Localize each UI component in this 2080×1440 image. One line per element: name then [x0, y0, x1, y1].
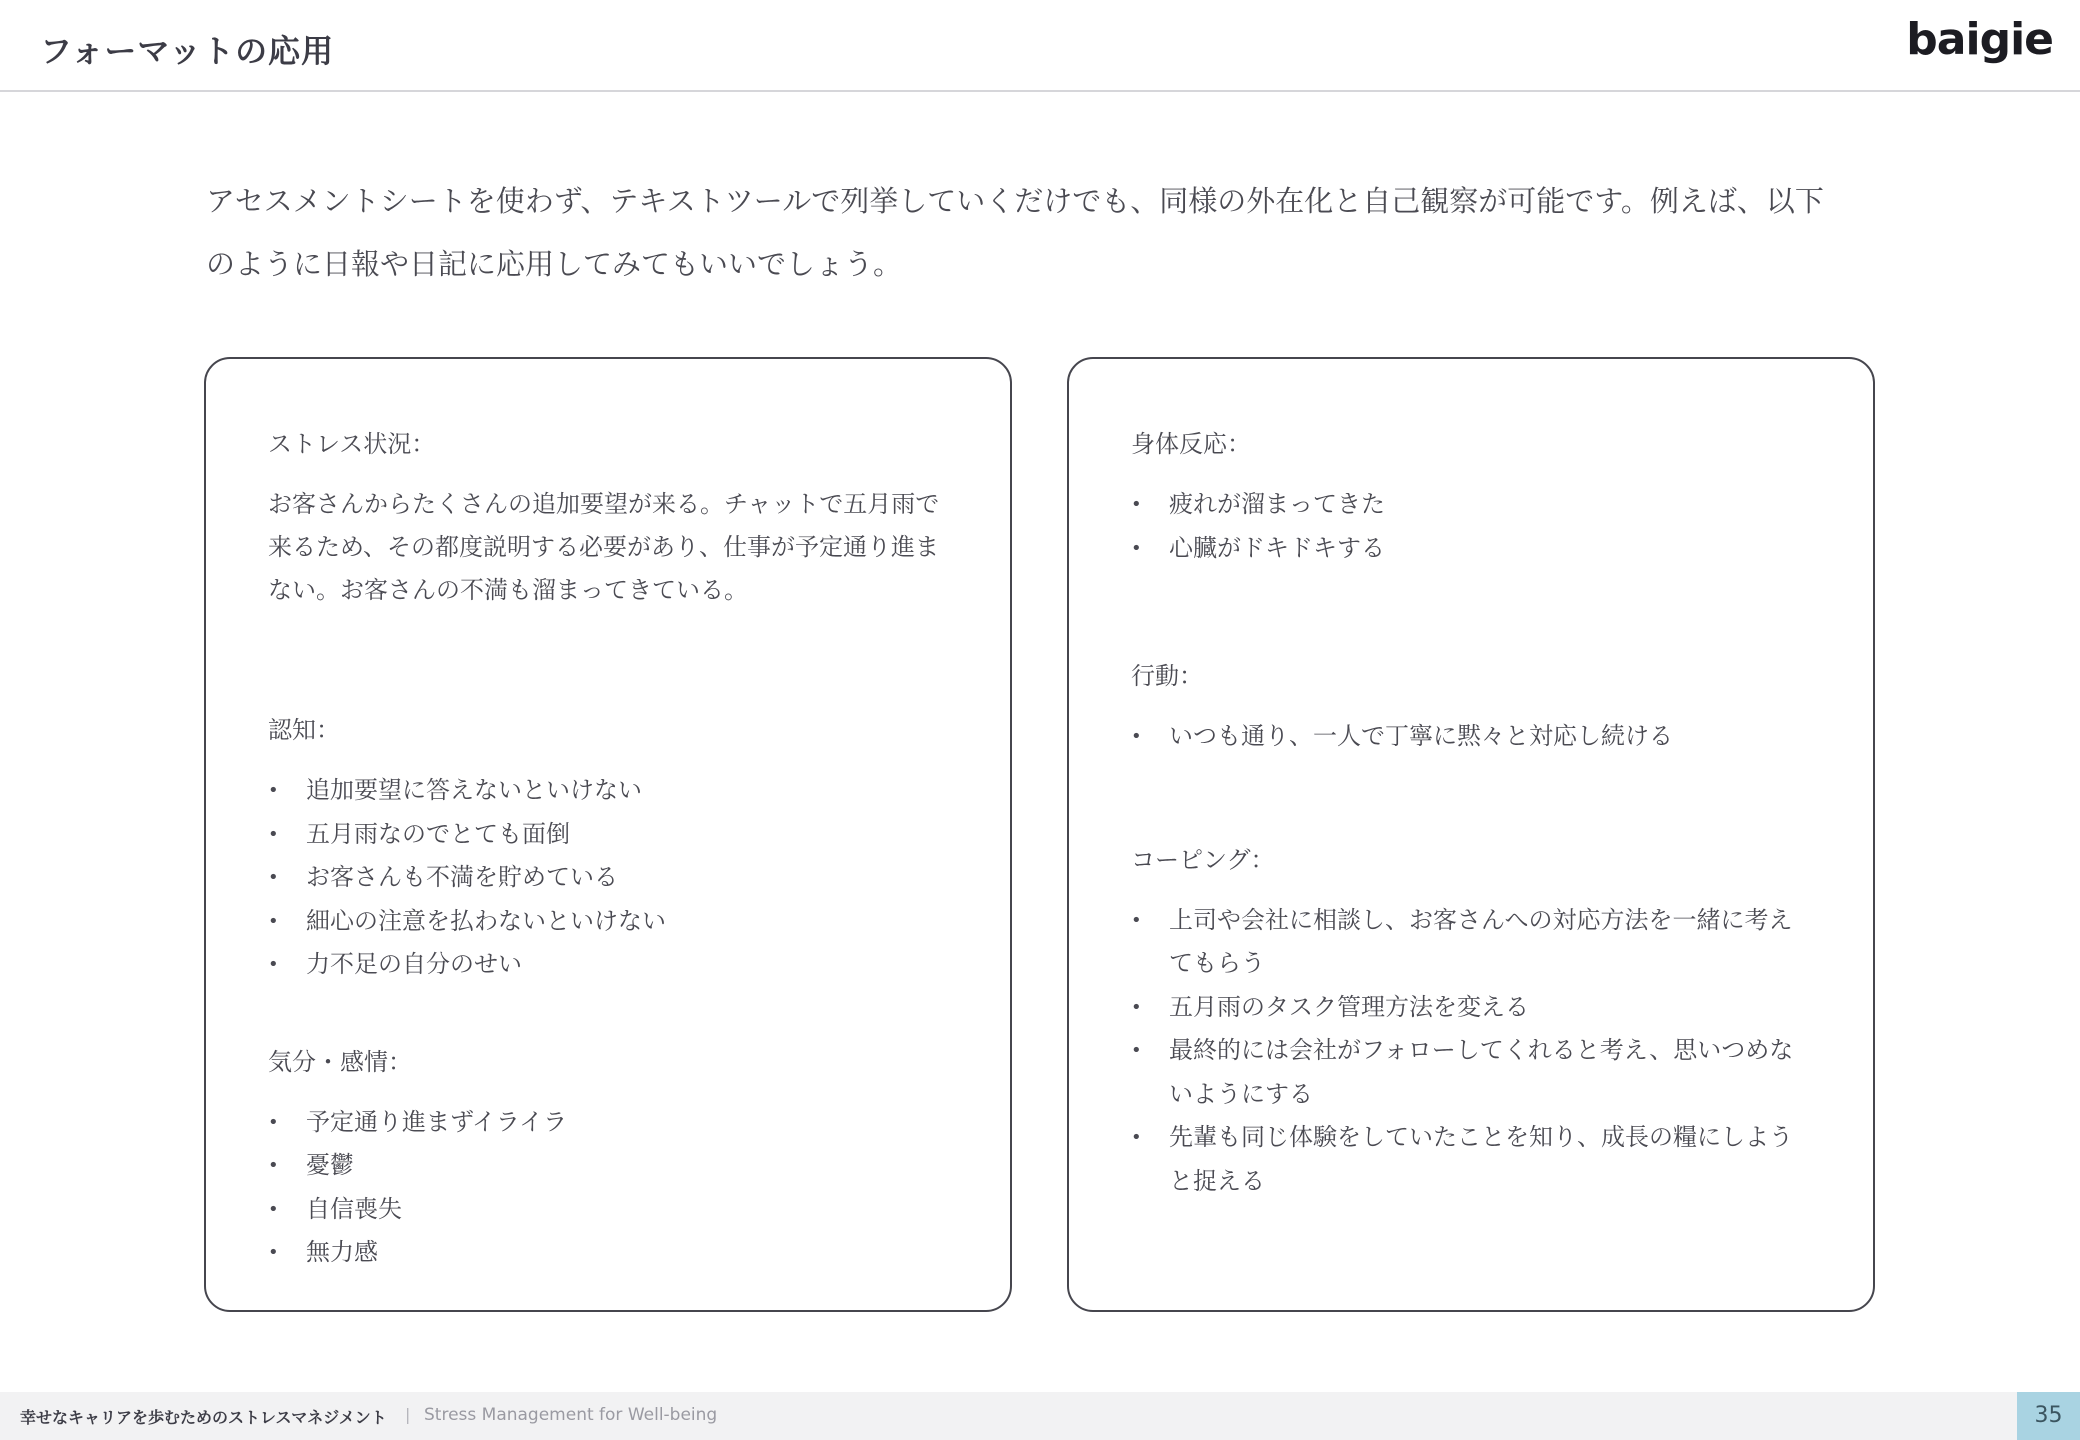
slide-footer	[0, 1392, 2080, 1440]
list-item-line: • 最終的には会社がフォローしてくれると考え、思いつめな	[1169, 1036, 1794, 1064]
list-item-line: • 五月雨のタスク管理方法を変える	[1169, 992, 1529, 1021]
list-item-line: • 先輩も同じ体験をしていたことを知り、成長の糧にしよう	[1169, 1123, 1793, 1151]
stress-line: ない。お客さんの不満も溜まってきている。	[268, 576, 748, 604]
list-item-line: と捉える	[1169, 1166, 1265, 1195]
list-item	[1131, 986, 1821, 1030]
behavior-title: 行動：	[1131, 662, 1203, 690]
list-item-line: いようにする	[1169, 1079, 1313, 1108]
list-item: • お客さんも不満を貯めている	[268, 856, 958, 900]
baigie-logo: baigie	[1906, 14, 2053, 65]
list-item: • 心臓がドキドキする	[1131, 527, 1821, 571]
right-card-content	[1131, 427, 1821, 1203]
stress-situation-text	[268, 483, 958, 612]
cognition-title: 認知：	[268, 716, 340, 744]
list-item: • 追加要望に答えないといけない	[268, 769, 958, 813]
intro-line: アセスメントシートを使わず、テキストツールで列挙していくだけでも、同様の外在化と自己観察が可能です。例えば、以下	[206, 184, 1824, 218]
footer-title-jp: 幸せなキャリアを歩むためのストレスマネジメント	[20, 1408, 387, 1427]
list-item: • いつも通り、一人で丁寧に黙々と対応し続ける	[1131, 715, 1821, 759]
mood-list	[268, 1101, 958, 1275]
intro-line: のように日報や日記に応用してみてもいいでしょう。	[206, 247, 903, 281]
stress-line: お客さんからたくさんの追加要望が来る。チャットで五月雨で	[268, 490, 940, 518]
left-card-content	[268, 427, 958, 1275]
list-item	[1131, 1116, 1821, 1203]
list-item-line: • 上司や会社に相談し、お客さんへの対応方法を一緒に考え	[1169, 905, 1793, 934]
list-item: • 五月雨なのでとても面倒	[268, 813, 958, 857]
left-card	[204, 357, 1012, 1312]
body-reaction-list	[1131, 483, 1821, 570]
page-number: 35	[2017, 1392, 2080, 1440]
coping-list	[1131, 899, 1821, 1204]
list-item: • 無力感	[268, 1231, 958, 1275]
cognition-list	[268, 769, 958, 987]
list-item	[1131, 1029, 1821, 1116]
stress-line: 来るため、その都度説明する必要があり、仕事が予定通り進ま	[268, 533, 940, 561]
page-title: フォーマットの応用	[40, 32, 335, 70]
right-card	[1067, 357, 1875, 1312]
stress-situation-title: ストレス状況：	[268, 430, 436, 458]
footer-title-en: Stress Management for Well-being	[424, 1405, 718, 1425]
coping-title: コーピング：	[1131, 845, 1275, 874]
slide-header	[0, 0, 2080, 92]
list-item-line: てもらう	[1169, 949, 1265, 977]
list-item: • 自信喪失	[268, 1188, 958, 1232]
footer-separator: |	[405, 1405, 411, 1424]
list-item: • 予定通り進まずイライラ	[268, 1101, 958, 1145]
list-item	[1131, 899, 1821, 986]
intro-paragraph	[206, 170, 1906, 296]
list-item: • 力不足の自分のせい	[268, 943, 958, 987]
list-item: • 憂鬱	[268, 1144, 958, 1188]
body-reaction-title: 身体反応：	[1131, 430, 1251, 458]
behavior-list	[1131, 715, 1821, 759]
list-item: • 細心の注意を払わないといけない	[268, 900, 958, 944]
mood-title: 気分・感情：	[268, 1047, 412, 1076]
list-item: • 疲れが溜まってきた	[1131, 483, 1821, 527]
